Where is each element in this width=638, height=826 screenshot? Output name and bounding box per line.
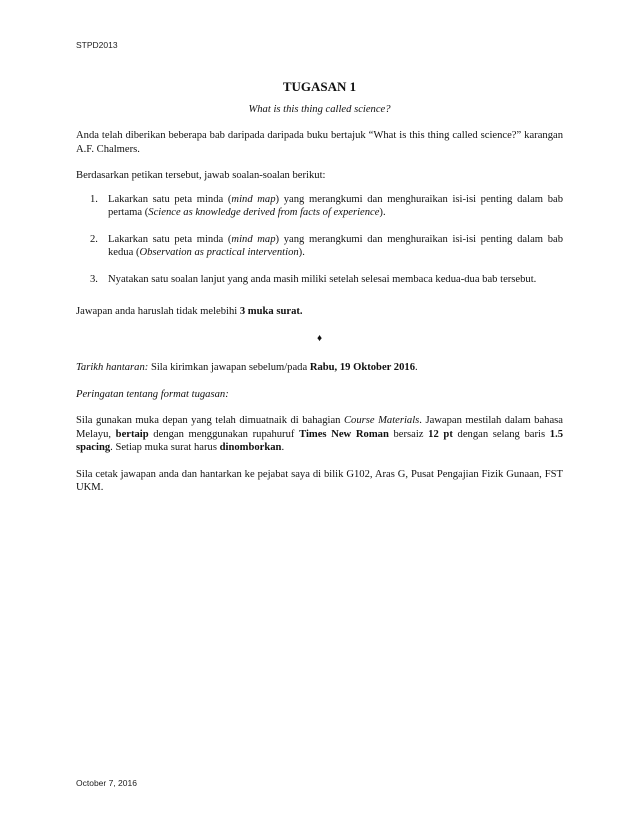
format-text: . Setiap muka surat harus	[110, 442, 220, 453]
list-item	[76, 233, 563, 260]
instruction-paragraph: Berdasarkan petikan tersebut, jawab soalan-soalan berikut:	[76, 170, 326, 181]
question-text: Lakarkan satu peta minda (	[108, 233, 232, 245]
question-text: ).	[379, 207, 386, 218]
question-number: 3.	[90, 273, 98, 285]
deadline-date: Rabu, 19 Oktober 2016	[309, 362, 415, 373]
intro-paragraph: Anda telah diberikan beberapa bab daripada daripada buku bertajuk “What is this thing called science?” karangan A.F. Chalmers.	[76, 130, 563, 155]
question-number: 1.	[90, 193, 98, 205]
format-text: dengan selang baris	[452, 428, 550, 440]
header-course-code: STPD2013	[76, 40, 118, 50]
list-item	[76, 273, 563, 287]
submission-paragraph: Sila cetak jawapan anda dan hantarkan ke pejabat saya di bilik G102, Aras G, Pusat Pengajian Fizik Gunaan, FST UKM.	[76, 468, 563, 493]
question-italic: mind map	[231, 193, 276, 205]
footer-date: October 7, 2016	[76, 778, 137, 788]
format-bold: 1.5 spacing	[76, 428, 564, 453]
format-text: Sila gunakan muka depan yang telah dimuatnaik di bahagian	[76, 415, 344, 426]
deadline-end: .	[415, 362, 418, 373]
document-title: TUGASAN 1	[282, 79, 357, 94]
question-text: ) yang merangkumi dan menghuraikan isi-isi penting dalam bab kedua (	[108, 233, 563, 258]
question-text: Nyatakan satu soalan lanjut yang anda masih miliki setelah selesai membaca kedua-dua bab tersebut.	[108, 273, 537, 285]
list-item	[76, 193, 563, 220]
question-number: 2.	[90, 233, 98, 245]
format-heading-text: Peringatan tentang format tugasan:	[76, 388, 229, 400]
question-list	[76, 193, 563, 287]
format-italic: Course Materials	[343, 415, 420, 426]
format-bold: 12 pt	[428, 428, 453, 440]
deadline-text: Sila kirimkan jawapan sebelum/pada	[148, 362, 310, 373]
chapter-title: Science as knowledge derived from facts of experience	[148, 207, 380, 218]
format-bold: dinomborkan	[219, 442, 282, 453]
diamond-separator-icon: ♦	[316, 332, 323, 344]
format-text: bersaiz	[388, 428, 429, 440]
limit-text: Jawapan anda haruslah tidak melebihi	[76, 306, 240, 317]
limit-bold: 3 muka surat.	[239, 306, 303, 317]
deadline-paragraph	[76, 361, 563, 375]
question-italic: mind map	[231, 233, 276, 245]
format-text: . Jawapan mestilah dalam bahasa Melayu,	[76, 415, 564, 440]
document-body	[76, 80, 563, 508]
format-text: .	[281, 442, 285, 453]
format-bold: Times New Roman	[299, 428, 389, 440]
chapter-title: Observation as practical intervention	[139, 247, 299, 258]
format-bold: bertaip	[115, 428, 149, 440]
deadline-label: Tarikh hantaran:	[76, 362, 149, 373]
format-text: dengan menggunakan rupahuruf	[148, 428, 300, 440]
page-limit-paragraph	[76, 305, 563, 319]
format-heading	[76, 388, 563, 402]
document-subtitle: What is this thing called science?	[248, 103, 391, 115]
question-text: ).	[298, 247, 305, 258]
format-paragraph	[76, 414, 563, 455]
question-text: ) yang merangkumi dan menghuraikan isi-isi penting dalam bab pertama (	[108, 193, 563, 218]
question-text: Lakarkan satu peta minda (	[108, 193, 232, 205]
